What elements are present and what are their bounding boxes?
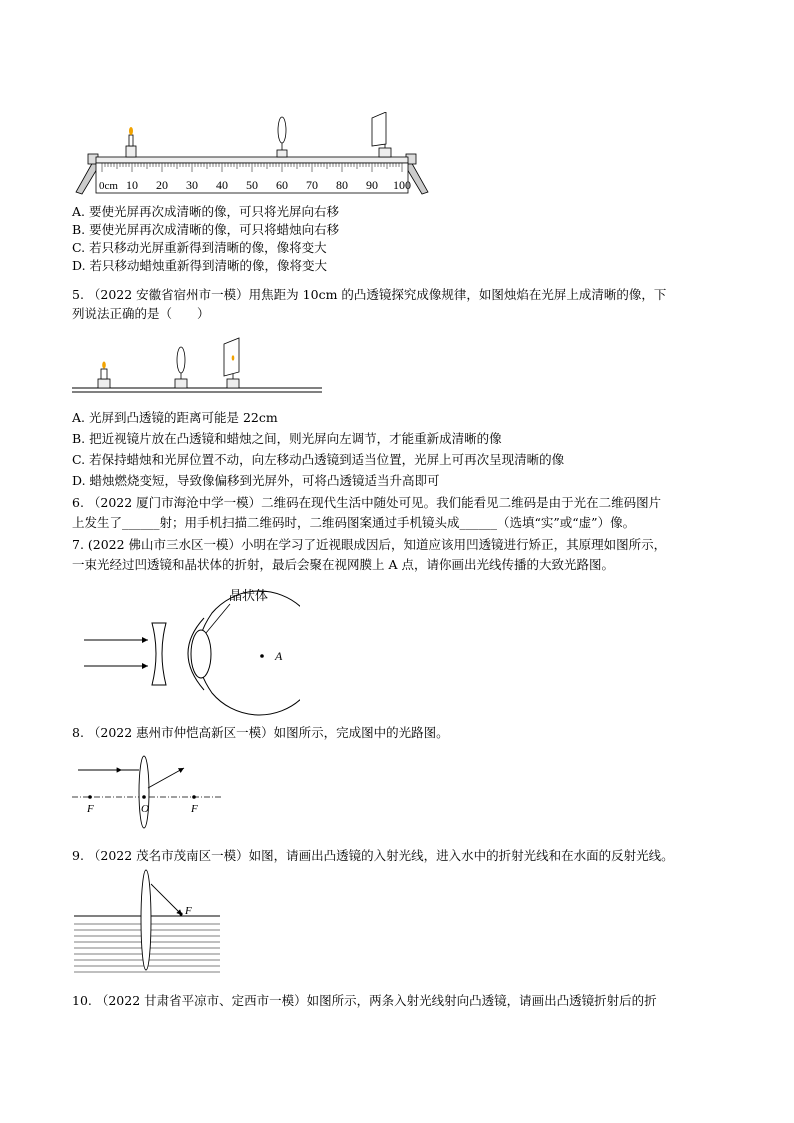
q5-option-d: D. 蜡烛燃烧变短，导致像偏移到光屏外，可将凸透镜适当升高即可 bbox=[72, 473, 440, 488]
myopia-eye-figure bbox=[80, 588, 300, 720]
q10-stem: 10. （2022 甘肃省平凉市、定西市一模）如图所示，两条入射光线射向凸透镜，请画出凸透镜折射后的折 bbox=[72, 993, 657, 1008]
q5-stem-line1: 5. （2022 安徽省宿州市一模）用焦距为 10cm 的凸透镜探究成像规律，如图烛焰在光屏上成清晰的像，下 bbox=[72, 287, 667, 302]
ruler-label: 70 bbox=[306, 178, 318, 192]
ruler-label: 80 bbox=[336, 178, 348, 192]
q5-option-c: C. 若保持蜡烛和光屏位置不动，向左移动凸透镜到适当位置，光屏上可再次呈现清晰的像 bbox=[72, 452, 565, 467]
convex-lens-ray-figure bbox=[72, 752, 222, 834]
ruler-label: 100 bbox=[393, 178, 411, 192]
lens-label: 晶状体 bbox=[229, 588, 269, 603]
q4-option-c: C. 若只移动光屏重新得到清晰的像，像将变大 bbox=[72, 240, 327, 255]
focus-left-label: F bbox=[87, 803, 94, 815]
convex-lens-experiment-figure bbox=[72, 334, 322, 396]
focus-right-label: F bbox=[191, 803, 198, 815]
lens-water-figure bbox=[74, 866, 220, 978]
q5-option-b: B. 把近视镜片放在凸透镜和蜡烛之间，则光屏向左调节，才能重新成清晰的像 bbox=[72, 431, 502, 446]
ruler-label: 10 bbox=[126, 178, 138, 192]
ruler-label: 20 bbox=[156, 178, 168, 192]
q4-option-b: B. 要使光屏再次成清晰的像，可只将蜡烛向右移 bbox=[72, 222, 340, 237]
optical-center-label: O bbox=[141, 803, 149, 815]
q4-option-a: A. 要使光屏再次成清晰的像，可只将光屏向右移 bbox=[72, 204, 339, 219]
q5-stem-line2: 列说法正确的是（ ） bbox=[72, 306, 210, 321]
q7-line2: 一束光经过凹透镜和晶状体的折射，最后会聚在视网膜上 A 点，请你画出光线传播的大致光路图。 bbox=[72, 557, 614, 572]
scale-unit: 0cm bbox=[99, 180, 118, 192]
optical-bench-figure bbox=[72, 112, 432, 198]
q5-option-a: A. 光屏到凸透镜的距离可能是 22cm bbox=[72, 410, 278, 425]
ruler-label: 30 bbox=[186, 178, 198, 192]
q6-line1: 6. （2022 厦门市海沧中学一模）二维码在现代生活中随处可见。我们能看见二维码是由于光在二维码图片 bbox=[72, 495, 662, 510]
q6-line2: 上发生了______射；用手机扫描二维码时，二维码图案通过手机镜头成______（选填“实”或“虚”）像。 bbox=[72, 515, 636, 530]
q8-stem: 8. （2022 惠州市仲恺高新区一模）如图所示，完成图中的光路图。 bbox=[72, 725, 449, 740]
point-a-label: A bbox=[275, 649, 283, 663]
ruler-label: 40 bbox=[216, 178, 228, 192]
ruler-label: 90 bbox=[366, 178, 378, 192]
q7-line1: 7. (2022 佛山市三水区一模）小明在学习了近视眼成因后，知道应该用凹透镜进行矫正，其原理如图所示， bbox=[72, 537, 667, 552]
focus-label: F bbox=[185, 905, 192, 917]
q4-option-d: D. 若只移动蜡烛重新得到清晰的像，像将变大 bbox=[72, 258, 328, 273]
q9-stem: 9. （2022 茂名市茂南区一模）如图，请画出凸透镜的入射光线，进入水中的折射光线和在水面的反射光线。 bbox=[72, 848, 674, 863]
ruler-label: 50 bbox=[246, 178, 258, 192]
ruler-label: 60 bbox=[276, 178, 288, 192]
